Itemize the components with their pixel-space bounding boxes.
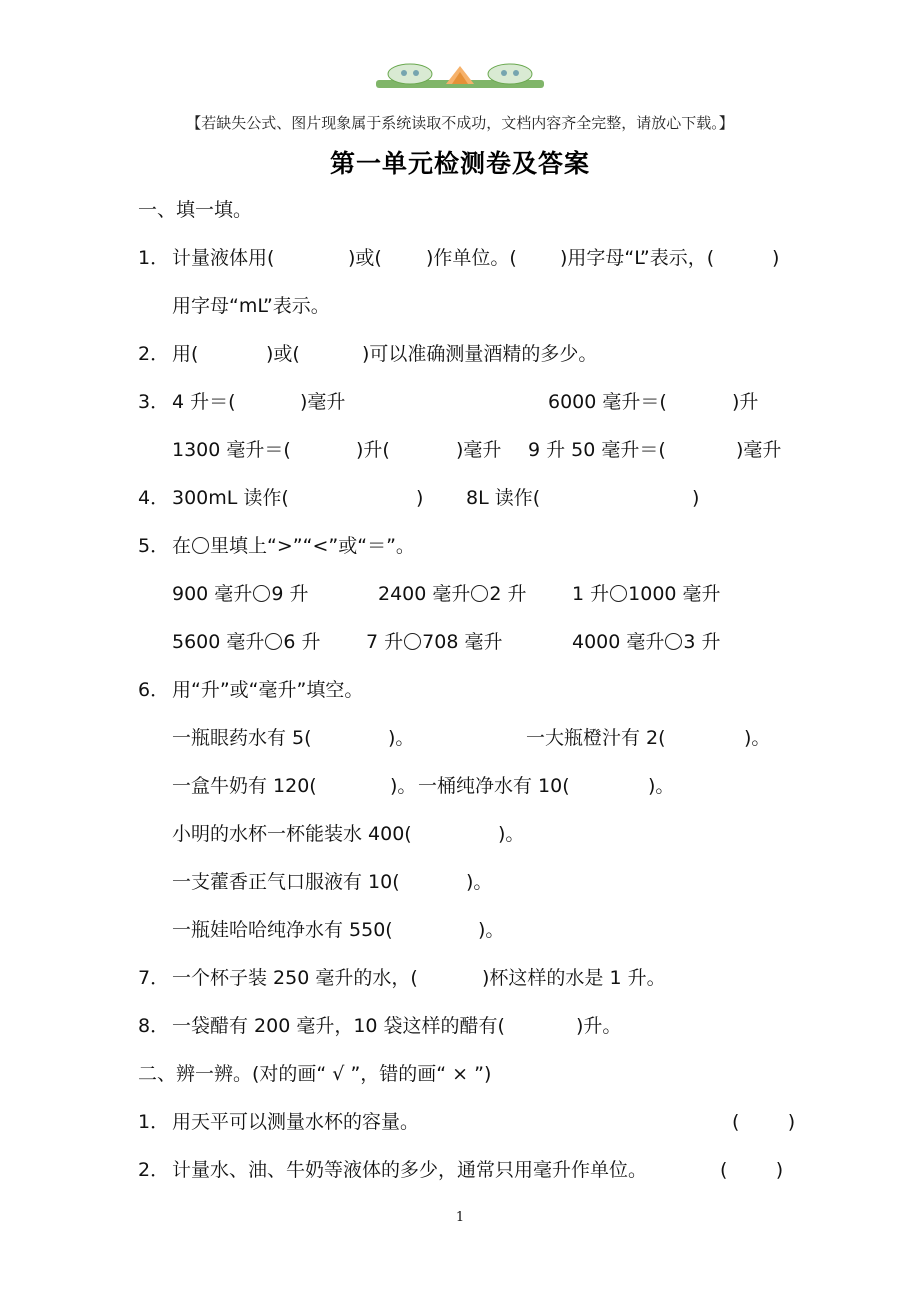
s2-q2-text: 计量水、油、牛奶等液体的多少，通常只用毫升作单位。 — [172, 1159, 648, 1181]
q5-intro — [172, 533, 415, 559]
q6-item1-b: )。 — [388, 727, 415, 749]
q1-line2: 用字母“mL”表示。 — [172, 295, 330, 317]
q5-intro-b: 里填上“>”“<”或“＝”。 — [210, 535, 415, 557]
q5-item-left: 1 升 — [572, 583, 610, 605]
q3-a2: )毫升 — [300, 391, 346, 413]
circle-icon — [192, 537, 209, 554]
q5-item-right: 6 升 — [283, 631, 321, 653]
section2-heading: 二、辨一辨。(对的画“ √ ”，错的画“ × ”) — [138, 1063, 492, 1085]
s2-q1-text: 用天平可以测量水杯的容量。 — [172, 1111, 420, 1133]
section1-heading: 一、填一填。 — [138, 199, 253, 221]
compare-circle[interactable] — [265, 633, 282, 650]
q6-number: 6． — [138, 679, 170, 701]
q4-b1: 8L 读作( — [466, 487, 541, 509]
q6-item2-b: )。 — [744, 727, 771, 749]
q4-a1: 300mL 读作( — [172, 487, 289, 509]
book-with-figures-logo — [376, 62, 544, 90]
q5-item-left: 2400 毫升 — [378, 583, 471, 605]
q5-item-right: 1000 毫升 — [628, 583, 721, 605]
q6-item3-a: 一盒牛奶有 120( — [172, 775, 317, 797]
compare-circle[interactable] — [665, 633, 682, 650]
q5-item — [366, 629, 502, 655]
s2-q1-answer-paren[interactable]: ( ) — [732, 1111, 796, 1133]
q5-item — [572, 581, 721, 607]
q1-text-d: )用字母“L”表示，( — [560, 247, 715, 269]
q5-intro-a: 在 — [172, 535, 192, 557]
q6-item1-a: 一瓶眼药水有 5( — [172, 727, 312, 749]
q5-item-right: 708 毫升 — [422, 631, 503, 653]
q2-text-a: 用( — [172, 343, 199, 365]
q7-number: 7． — [138, 967, 170, 989]
q4-b2: ) — [692, 487, 700, 509]
q6-item5-a: 小明的水杯一杯能装水 400( — [172, 823, 412, 845]
q4-a2: ) — [416, 487, 424, 509]
q7-text-a: 一个杯子装 250 毫升的水，( — [172, 967, 418, 989]
page-number: 1 — [455, 1210, 465, 1225]
s2-q1-number: 1． — [138, 1111, 170, 1133]
q5-item-right: 3 升 — [683, 631, 721, 653]
compare-circle[interactable] — [253, 585, 270, 602]
q5-item — [172, 581, 308, 607]
q6-item6-b: )。 — [466, 871, 493, 893]
q3-d1: 9 升 50 毫升＝( — [528, 439, 666, 461]
q3-d2: )毫升 — [736, 439, 782, 461]
s2-q2-answer-paren[interactable]: ( ) — [720, 1159, 784, 1181]
q1-text-e: ) — [772, 247, 780, 269]
q6-item6-a: 一支藿香正气口服液有 10( — [172, 871, 400, 893]
q4-number: 4． — [138, 487, 170, 509]
q5-item-left: 4000 毫升 — [572, 631, 665, 653]
q5-item-right: 9 升 — [271, 583, 309, 605]
s2-q2-number: 2． — [138, 1159, 170, 1181]
q3-c3: )毫升 — [456, 439, 502, 461]
q5-item — [378, 581, 527, 607]
q3-b2: )升 — [732, 391, 759, 413]
compare-circle[interactable] — [404, 633, 421, 650]
q6-intro: 用“升”或“毫升”填空。 — [172, 679, 364, 701]
q8-text-a: 一袋醋有 200 毫升，10 袋这样的醋有( — [172, 1015, 505, 1037]
page-title: 第一单元检测卷及答案 — [329, 149, 590, 178]
q5-item-left: 7 升 — [366, 631, 404, 653]
q5-item — [172, 629, 321, 655]
q6-item5-b: )。 — [498, 823, 525, 845]
compare-circle[interactable] — [471, 585, 488, 602]
q2-number: 2． — [138, 343, 170, 365]
q8-number: 8． — [138, 1015, 170, 1037]
q6-item4-a: 一桶纯净水有 10( — [418, 775, 570, 797]
q7-text-b: )杯这样的水是 1 升。 — [482, 967, 666, 989]
q1-text-a: 计量液体用( — [172, 247, 275, 269]
q5-item — [572, 629, 721, 655]
q3-c1: 1300 毫升＝( — [172, 439, 291, 461]
q3-a1: 4 升＝( — [172, 391, 236, 413]
q1-text-c: )作单位。( — [426, 247, 517, 269]
q5-item-right: 2 升 — [489, 583, 527, 605]
q5-number: 5． — [138, 535, 170, 557]
q3-c2: )升( — [356, 439, 390, 461]
q5-item-left: 900 毫升 — [172, 583, 253, 605]
q2-text-b: )或( — [266, 343, 300, 365]
q6-item2-a: 一大瓶橙汁有 2( — [526, 727, 666, 749]
q1-number: 1． — [138, 247, 170, 269]
compare-circle[interactable] — [610, 585, 627, 602]
q3-b1: 6000 毫升＝( — [548, 391, 667, 413]
q6-item7-b: )。 — [478, 919, 505, 941]
q8-text-b: )升。 — [576, 1015, 622, 1037]
q6-item7-a: 一瓶娃哈哈纯净水有 550( — [172, 919, 393, 941]
q2-text-c: )可以准确测量酒精的多少。 — [362, 343, 598, 365]
download-notice: 【若缺失公式、图片现象属于系统读取不成功，文档内容齐全完整，请放心下载。】 — [186, 114, 734, 132]
q6-item3-b: )。 — [390, 775, 417, 797]
q5-item-left: 5600 毫升 — [172, 631, 265, 653]
q1-text-b: )或( — [348, 247, 382, 269]
q6-item4-b: )。 — [648, 775, 675, 797]
q3-number: 3． — [138, 391, 170, 413]
